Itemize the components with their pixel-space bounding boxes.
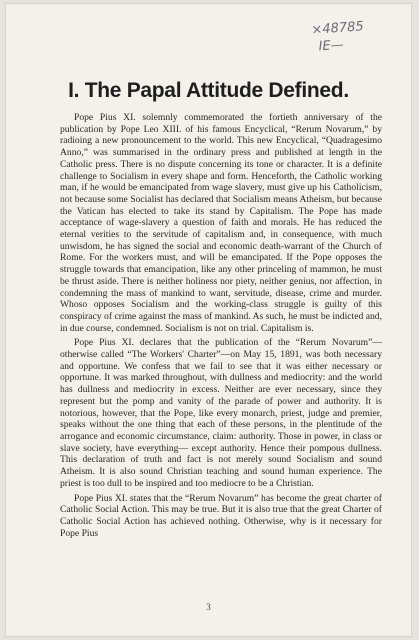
annotation-line-2: IE—	[318, 37, 345, 55]
handwritten-annotation	[311, 18, 365, 56]
paragraph-2: Pope Pius XI. declares that the publication of the “Rerum Novarum”—otherwise called “The Workers' Charter”—on May 15, 1891, was both necessary and opportune. We confess that we fail to see that it was either necessary or opportune. It was marked throughout, with dullness and mediocrity: and the world has dullness and mediocrity in excess. Neither are ever necessary, since they represent but the pomp and vanity of the parade of power and authority. It is notorious, however, that the Pope, like every monarch, priest, judge and premier, speaks without the one thing that each of these persons, in the plentitude of the arrogance and economic circumstance, claim: authority. Those in power, in class or slave society, have everything— except authority. Hence their pompous dullness. This declaration of truth and fact is not merely sound Socialism and sound Atheism. It is also sound Christian teaching and sound human experience. The priest is too dull to be inspired and too mediocre to be a Christian.	[60, 337, 382, 489]
paragraph-3: Pope Pius XI. states that the “Rerum Novarum” has become the great charter of Catholic Social Action. This may be true. But it is also true that the great Charter of Catholic Social Action has achieved nothing. Otherwise, why is it necessary for Pope Pius	[60, 492, 382, 539]
body-text	[60, 112, 382, 542]
paragraph-1: Pope Pius XI. solemnly commemorated the fortieth anniversary of the publication by Pope Leo XIII. of his famous Encyclical, “Rerum Novarum,” by radioing a new pronouncement to the world. This new Encyclical, “Quadragesimo Anno,” was summarised in the ordinary press and published at length in the Catholic press. There is no dispute concerning its tone or character. It is a definite challenge to Socialism in every shape and form. Henceforth, the Catholic working man, if he would be emancipated from wage slavery, must give up his Catholicism, not because some Socialist has declared that Socialism means Atheism, but because the Vatican has elected to take its stand by Capitalism. The Pope has made acceptance of wage-slavery a question of faith and morals. He has reduced the eternal verities to the servitude of capitalism and, in consequence, with much unwisdom, he has signed the social and economic death-warrant of the Church of Rome. For the workers must, and will be emancipated. If the Pope opposes the struggle towards that emancipation, like any other princeling of mammon, he must be thrust aside. There is neither holiness nor piety, neither genius, nor affection, in condemning the mass of mankind to want, servitude, disease, crime and murder. Whoso opposes Socialism and the working-class struggle is guilty of this conspiracy of crime against the mass of mankind. As such, he must be indicted and, in due course, condemned. Socialism is not on trial. Capitalism is.	[60, 112, 382, 334]
document-page	[6, 4, 411, 636]
page-number: 3	[206, 602, 211, 612]
section-heading: I. The Papal Attitude Defined.	[68, 79, 349, 102]
annotation-line-1: ×48785	[310, 19, 365, 38]
